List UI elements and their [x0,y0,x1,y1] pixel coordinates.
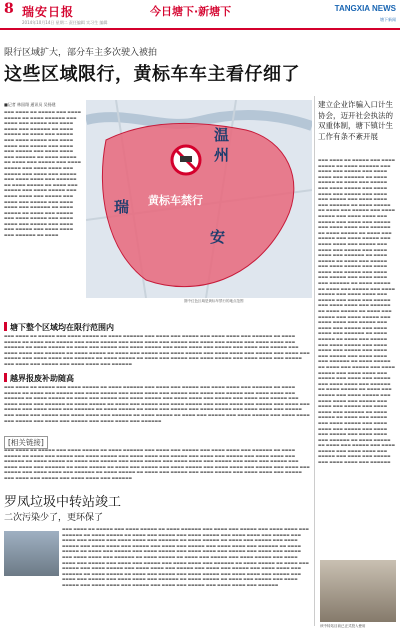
sidebar-body: ▬▬▬ ▬▬▬▬ ▬▬ ▬▬▬▬▬ ▬▬▬ ▬▬▬▬ ▬▬▬▬▬ ▬▬ ▬▬▬▬ ▬▬▬▬▬▬ ▬▬▬ ▬▬▬▬ ▬▬▬ ▬▬▬▬▬ ▬▬▬ ▬▬▬▬ ▬▬▬▬ ▬▬▬ ▬▬▬▬▬▬ ▬▬ ▬▬▬▬ ▬▬▬▬▬ ▬▬ ▬▬▬▬ ▬▬▬ ▬▬▬▬▬ ▬▬▬ ▬▬▬▬ ▬▬▬▬▬ ▬▬▬ ▬▬▬▬ ▬▬▬▬ ▬▬▬ ▬▬▬▬▬ ▬▬▬ ▬▬▬▬ ▬▬▬ ▬▬▬▬▬ ▬▬▬ ▬▬▬▬ ▬▬▬▬ ▬▬▬ ▬▬▬▬▬▬ ▬▬ ▬▬▬▬ ▬▬▬▬▬ ▬▬ ▬▬▬▬ ▬▬▬ ▬▬▬▬▬ ▬▬▬ ▬▬▬▬ ▬▬▬▬▬ ▬▬▬ ▬▬▬▬ ▬▬▬▬ ▬▬▬ ▬▬▬▬▬ ▬▬▬ ▬▬▬▬ ▬▬▬ ▬▬▬▬▬ ▬▬▬ ▬▬▬▬ ▬▬▬▬ ▬▬▬ ▬▬▬▬▬▬ ▬▬ ▬▬▬▬ ▬▬▬▬▬ ▬▬ ▬▬▬▬ ▬▬▬ ▬▬▬▬▬ ▬▬▬ ▬▬▬▬ ▬▬▬▬▬ ▬▬▬ ▬▬▬▬ ▬▬▬▬ ▬▬▬ ▬▬▬▬▬ ▬▬▬ ▬▬▬▬ ▬▬▬ ▬▬▬▬▬ ▬▬▬ ▬▬▬▬ ▬▬▬▬ ▬▬▬ ▬▬▬▬▬▬ ▬▬ ▬▬▬▬ ▬▬▬▬▬ ▬▬ ▬▬▬▬ ▬▬▬ ▬▬▬▬▬ ▬▬▬ ▬▬▬▬ ▬▬▬▬▬ ▬▬▬ ▬▬▬▬ ▬▬▬▬ ▬▬▬ ▬▬▬▬▬ ▬▬▬ ▬▬▬▬ ▬▬▬ ▬▬▬▬▬ ▬▬▬ ▬▬▬▬ ▬▬▬▬ ▬▬▬ ▬▬▬▬▬▬ ▬▬ ▬▬▬▬ ▬▬▬▬▬ ▬▬ ▬▬▬▬ ▬▬▬ ▬▬▬▬▬ ▬▬▬ ▬▬▬▬ ▬▬▬▬▬ ▬▬▬ ▬▬▬▬ ▬▬▬▬ ▬▬▬ ▬▬▬▬▬ ▬▬▬ ▬▬▬▬ ▬▬▬ ▬▬▬▬▬ ▬▬▬ ▬▬▬▬ ▬▬▬▬ ▬▬▬ ▬▬▬▬▬▬ ▬▬ ▬▬▬▬ ▬▬▬▬▬ ▬▬ ▬▬▬▬ ▬▬▬ ▬▬▬▬▬ ▬▬▬ ▬▬▬▬ ▬▬▬▬▬ ▬▬▬ ▬▬▬▬ ▬▬▬▬ ▬▬▬ ▬▬▬▬▬ ▬▬▬ ▬▬▬▬ ▬▬▬ ▬▬▬▬▬ ▬▬▬ ▬▬▬▬ ▬▬▬▬ ▬▬▬ ▬▬▬▬▬▬ ▬▬ ▬▬▬▬ ▬▬▬▬▬ ▬▬ ▬▬▬▬ ▬▬▬ ▬▬▬▬▬ ▬▬▬ ▬▬▬▬ ▬▬▬▬▬ ▬▬▬ ▬▬▬▬ ▬▬▬▬ ▬▬▬ ▬▬▬▬▬ ▬▬▬ ▬▬▬▬ ▬▬▬ ▬▬▬▬▬ ▬▬▬ ▬▬▬▬ ▬▬▬▬ ▬▬▬ ▬▬▬▬▬▬ ▬▬ ▬▬▬▬ ▬▬▬▬▬ ▬▬ ▬▬▬▬ ▬▬▬ ▬▬▬▬▬ ▬▬▬ ▬▬▬▬ ▬▬▬▬▬ ▬▬▬ ▬▬▬▬ ▬▬▬▬ ▬▬▬ ▬▬▬▬▬ ▬▬▬ ▬▬▬▬ ▬▬▬ ▬▬▬▬▬ ▬▬▬ ▬▬▬▬ ▬▬▬▬ ▬▬▬ ▬▬▬▬▬▬ ▬▬ ▬▬▬▬ ▬▬▬▬▬ ▬▬ ▬▬▬▬ ▬▬▬ ▬▬▬▬▬ ▬▬▬ ▬▬▬▬ ▬▬▬▬▬ ▬▬▬ ▬▬▬▬ ▬▬▬▬ ▬▬▬ ▬▬▬▬▬ ▬▬▬ ▬▬▬▬ ▬▬▬ ▬▬▬▬▬ ▬▬▬ ▬▬▬▬ ▬▬▬▬ ▬▬▬ ▬▬▬▬▬▬ ▬▬ ▬▬▬▬ ▬▬▬▬▬ ▬▬ ▬▬▬▬ ▬▬▬ ▬▬▬▬▬ ▬▬▬ ▬▬▬▬ ▬▬▬▬▬ ▬▬▬ ▬▬▬▬ ▬▬▬▬ ▬▬▬ ▬▬▬▬▬ ▬▬▬ ▬▬▬▬ ▬▬▬ ▬▬▬▬▬ ▬▬▬ ▬▬▬▬ ▬▬▬▬ ▬▬▬ ▬▬▬▬▬▬ ▬▬ ▬▬▬▬ ▬▬▬▬▬ ▬▬ ▬▬▬▬ ▬▬▬ ▬▬▬▬▬ ▬▬▬ ▬▬▬▬ ▬▬▬▬▬ ▬▬▬ ▬▬▬▬ ▬▬▬▬ ▬▬▬ ▬▬▬▬▬ ▬▬▬ ▬▬▬▬ ▬▬▬ ▬▬▬▬▬ ▬▬▬ ▬▬▬▬ ▬▬▬▬ ▬▬▬ ▬▬▬▬▬▬ [318,158,396,465]
article-body-lower: ▬▬▬ ▬▬▬▬ ▬▬ ▬▬▬▬▬ ▬▬▬ ▬▬▬▬ ▬▬▬▬▬ ▬▬ ▬▬▬▬ ▬▬▬▬▬▬ ▬▬▬ ▬▬▬▬ ▬▬▬ ▬▬▬▬▬ ▬▬▬ ▬▬▬▬ ▬▬▬▬ ▬▬▬ ▬▬▬▬▬▬ ▬▬ ▬▬▬▬ ▬▬▬▬▬ ▬▬ ▬▬▬▬ ▬▬▬ ▬▬▬▬▬ ▬▬▬ ▬▬▬▬ ▬▬▬▬▬ ▬▬▬ ▬▬▬▬ ▬▬▬▬ ▬▬▬ ▬▬▬▬▬ ▬▬▬ ▬▬▬▬ ▬▬▬ ▬▬▬▬▬ ▬▬▬ ▬▬▬▬ ▬▬▬▬ ▬▬▬ ▬▬▬▬▬▬ ▬▬ ▬▬▬▬ ▬▬▬▬▬ ▬▬ ▬▬▬▬ ▬▬▬ ▬▬▬▬▬ ▬▬▬ ▬▬▬▬ ▬▬▬▬▬ ▬▬▬ ▬▬▬▬ ▬▬▬▬ ▬▬▬ ▬▬▬▬▬ ▬▬▬ ▬▬▬▬ ▬▬▬ ▬▬▬▬▬ ▬▬▬ ▬▬▬▬ ▬▬▬▬ ▬▬▬ ▬▬▬▬▬▬ ▬▬ ▬▬▬▬ ▬▬▬▬▬ ▬▬ ▬▬▬▬ ▬▬▬ ▬▬▬▬▬ ▬▬▬ ▬▬▬▬ ▬▬▬▬▬ ▬▬▬ ▬▬▬▬ ▬▬▬▬ ▬▬▬ ▬▬▬▬▬ ▬▬▬ ▬▬▬▬ ▬▬▬ ▬▬▬▬▬ ▬▬▬ ▬▬▬▬ ▬▬▬▬ ▬▬▬ ▬▬▬▬▬▬ ▬▬ ▬▬▬▬ ▬▬▬▬▬ ▬▬ ▬▬▬▬ ▬▬▬ ▬▬▬▬▬ ▬▬▬ ▬▬▬▬ ▬▬▬▬▬ ▬▬▬ ▬▬▬▬ ▬▬▬▬ ▬▬▬ ▬▬▬▬▬ ▬▬▬ ▬▬▬▬ ▬▬▬ ▬▬▬▬▬ ▬▬▬ ▬▬▬▬ ▬▬▬▬ ▬▬▬ ▬▬▬▬▬▬ ▬▬ ▬▬▬▬ ▬▬▬▬▬ ▬▬ ▬▬▬▬ ▬▬▬ ▬▬▬▬▬ ▬▬▬ ▬▬▬▬ ▬▬▬▬▬ ▬▬▬ ▬▬▬▬ ▬▬▬▬ ▬▬▬ ▬▬▬▬▬ ▬▬▬ ▬▬▬▬ ▬▬▬ ▬▬▬▬▬ ▬▬▬ ▬▬▬▬ ▬▬▬▬ ▬▬▬ ▬▬▬▬▬▬ [4,385,310,423]
subhead-range: 塘下整个区域均在限行范围内 [10,323,114,332]
article-body-mid: ▬▬▬ ▬▬▬▬ ▬▬ ▬▬▬▬▬ ▬▬▬ ▬▬▬▬ ▬▬▬▬▬ ▬▬ ▬▬▬▬ ▬▬▬▬▬▬ ▬▬▬ ▬▬▬▬ ▬▬▬ ▬▬▬▬▬ ▬▬▬ ▬▬▬▬ ▬▬▬▬ ▬▬▬ ▬▬▬▬▬▬ ▬▬ ▬▬▬▬ ▬▬▬▬▬ ▬▬ ▬▬▬▬ ▬▬▬ ▬▬▬▬▬ ▬▬▬ ▬▬▬▬ ▬▬▬▬▬ ▬▬▬ ▬▬▬▬ ▬▬▬▬ ▬▬▬ ▬▬▬▬▬ ▬▬▬ ▬▬▬▬ ▬▬▬ ▬▬▬▬▬ ▬▬▬ ▬▬▬▬ ▬▬▬▬ ▬▬▬ ▬▬▬▬▬▬ ▬▬ ▬▬▬▬ ▬▬▬▬▬ ▬▬ ▬▬▬▬ ▬▬▬ ▬▬▬▬▬ ▬▬▬ ▬▬▬▬ ▬▬▬▬▬ ▬▬▬ ▬▬▬▬ ▬▬▬▬ ▬▬▬ ▬▬▬▬▬ ▬▬▬ ▬▬▬▬ ▬▬▬ ▬▬▬▬▬ ▬▬▬ ▬▬▬▬ ▬▬▬▬ ▬▬▬ ▬▬▬▬▬▬ ▬▬ ▬▬▬▬ ▬▬▬▬▬ ▬▬ ▬▬▬▬ ▬▬▬ ▬▬▬▬▬ ▬▬▬ ▬▬▬▬ ▬▬▬▬▬ ▬▬▬ ▬▬▬▬ ▬▬▬▬ ▬▬▬ ▬▬▬▬▬ ▬▬▬ ▬▬▬▬ ▬▬▬ ▬▬▬▬▬ ▬▬▬ ▬▬▬▬ ▬▬▬▬ ▬▬▬ ▬▬▬▬▬▬ ▬▬ ▬▬▬▬ ▬▬▬▬▬ ▬▬ ▬▬▬▬ ▬▬▬ ▬▬▬▬▬ ▬▬▬ ▬▬▬▬ ▬▬▬▬▬ ▬▬▬ ▬▬▬▬ ▬▬▬▬ ▬▬▬ ▬▬▬▬▬ ▬▬▬ ▬▬▬▬ ▬▬▬ ▬▬▬▬▬ ▬▬▬ ▬▬▬▬ ▬▬▬▬ ▬▬▬ ▬▬▬▬▬▬ [4,334,310,366]
kicker: 限行区域扩大，部分车主多次驶入被拍 [4,48,158,58]
brand-subtitle: 塘下新闻 [380,17,396,22]
related-link-tag: [相关链接] [4,436,48,449]
map-label-rui: 瑞 [114,198,130,216]
column-divider [314,96,315,626]
map-caption: 图中红色区域是黄标车禁行的地点范围 [184,299,244,303]
subhead-marker [4,322,7,331]
related-body: ▬▬▬ ▬▬▬▬ ▬▬ ▬▬▬▬▬ ▬▬▬ ▬▬▬▬ ▬▬▬▬▬ ▬▬ ▬▬▬▬ ▬▬▬▬▬▬ ▬▬▬ ▬▬▬▬ ▬▬▬ ▬▬▬▬▬ ▬▬▬ ▬▬▬▬ ▬▬▬▬ ▬▬▬ ▬▬▬▬▬▬ ▬▬ ▬▬▬▬ ▬▬▬▬▬ ▬▬ ▬▬▬▬ ▬▬▬ ▬▬▬▬▬ ▬▬▬ ▬▬▬▬ ▬▬▬▬▬ ▬▬▬ ▬▬▬▬ ▬▬▬▬ ▬▬▬ ▬▬▬▬▬ ▬▬▬ ▬▬▬▬ ▬▬▬ ▬▬▬▬▬ ▬▬▬ ▬▬▬▬ ▬▬▬▬ ▬▬▬ ▬▬▬▬▬▬ ▬▬ ▬▬▬▬ ▬▬▬▬▬ ▬▬ ▬▬▬▬ ▬▬▬ ▬▬▬▬▬ ▬▬▬ ▬▬▬▬ ▬▬▬▬▬ ▬▬▬ ▬▬▬▬ ▬▬▬▬ ▬▬▬ ▬▬▬▬▬ ▬▬▬ ▬▬▬▬ ▬▬▬ ▬▬▬▬▬ ▬▬▬ ▬▬▬▬ ▬▬▬▬ ▬▬▬ ▬▬▬▬▬▬ ▬▬ ▬▬▬▬ ▬▬▬▬▬ ▬▬ ▬▬▬▬ ▬▬▬ ▬▬▬▬▬ ▬▬▬ ▬▬▬▬ ▬▬▬▬▬ ▬▬▬ ▬▬▬▬ ▬▬▬▬ ▬▬▬ ▬▬▬▬▬ ▬▬▬ ▬▬▬▬ ▬▬▬ ▬▬▬▬▬ ▬▬▬ ▬▬▬▬ ▬▬▬▬ ▬▬▬ ▬▬▬▬▬▬ ▬▬ ▬▬▬▬ ▬▬▬▬▬ ▬▬ ▬▬▬▬ ▬▬▬ ▬▬▬▬▬ ▬▬▬ ▬▬▬▬ ▬▬▬▬▬ ▬▬▬ ▬▬▬▬ ▬▬▬▬ ▬▬▬ ▬▬▬▬▬ ▬▬▬ ▬▬▬▬ ▬▬▬ ▬▬▬▬▬ ▬▬▬ ▬▬▬▬ ▬▬▬▬ ▬▬▬ ▬▬▬▬▬▬ [4,448,310,480]
garbage-station-photo [4,531,59,576]
map-label-wen: 温 [214,126,230,144]
bottom-subhead: 二次污染少了，更环保了 [4,513,104,523]
sidebar-title: 建立企业诈骗入口计生协会，迈开社会执法的双重体制，塘下镇计生工作有条不紊开展 [318,100,393,141]
photo-caption: 该中转站目前已正式投入使用 [320,624,366,628]
map-label-an: 安 [210,228,226,246]
brand-name: TANGXIA NEWS [334,4,396,13]
subhead-fine: 越界报废补助随高 [10,374,74,383]
map-label-zhou: 州 [214,146,230,164]
main-headline: 这些区域限行，黄标车车主看仔细了 [4,64,300,85]
subhead-marker [4,373,7,382]
reporter-line: ■记者 林国翔 通讯员 吴扬建 [4,102,56,107]
article-body-col1: ▬▬▬ ▬▬▬▬ ▬▬ ▬▬▬▬▬ ▬▬▬ ▬▬▬▬ ▬▬▬▬▬ ▬▬ ▬▬▬▬ ▬▬▬▬▬▬ ▬▬▬ ▬▬▬▬ ▬▬▬ ▬▬▬▬▬ ▬▬▬ ▬▬▬▬ ▬▬▬▬ ▬▬▬ ▬▬▬▬▬▬ ▬▬ ▬▬▬▬ ▬▬▬▬▬ ▬▬ ▬▬▬▬ ▬▬▬ ▬▬▬▬▬ ▬▬▬ ▬▬▬▬ ▬▬▬▬▬ ▬▬▬ ▬▬▬▬ ▬▬▬▬ ▬▬▬ ▬▬▬▬▬ ▬▬▬ ▬▬▬▬ ▬▬▬ ▬▬▬▬▬ ▬▬▬ ▬▬▬▬ ▬▬▬▬ ▬▬▬ ▬▬▬▬▬▬ ▬▬ ▬▬▬▬ ▬▬▬▬▬ ▬▬ ▬▬▬▬ ▬▬▬ ▬▬▬▬▬ ▬▬▬ ▬▬▬▬ ▬▬▬▬▬ ▬▬▬ ▬▬▬▬ ▬▬▬▬ ▬▬▬ ▬▬▬▬▬ ▬▬▬ ▬▬▬▬ ▬▬▬ ▬▬▬▬▬ ▬▬▬ ▬▬▬▬ ▬▬▬▬ ▬▬▬ ▬▬▬▬▬▬ ▬▬ ▬▬▬▬ ▬▬▬▬▬ ▬▬ ▬▬▬▬ ▬▬▬ ▬▬▬▬▬ ▬▬▬ ▬▬▬▬ ▬▬▬▬▬ ▬▬▬ ▬▬▬▬ ▬▬▬▬ ▬▬▬ ▬▬▬▬▬ ▬▬▬ ▬▬▬▬ ▬▬▬ ▬▬▬▬▬ ▬▬▬ ▬▬▬▬ ▬▬▬▬ ▬▬▬ ▬▬▬▬▬▬ ▬▬ ▬▬▬▬ ▬▬▬▬▬ ▬▬ ▬▬▬▬ ▬▬▬ ▬▬▬▬▬ ▬▬▬ ▬▬▬▬ ▬▬▬▬▬ ▬▬▬ ▬▬▬▬ ▬▬▬▬ ▬▬▬ ▬▬▬▬▬ ▬▬▬ ▬▬▬▬ ▬▬▬ ▬▬▬▬▬ ▬▬▬ ▬▬▬▬ ▬▬▬▬ ▬▬▬ ▬▬▬▬▬▬ ▬▬ ▬▬▬▬ [4,110,82,238]
paper-name: 瑞安日报 [22,5,75,19]
bottom-article-body: ▬▬▬ ▬▬▬▬ ▬▬ ▬▬▬▬▬ ▬▬▬ ▬▬▬▬ ▬▬▬▬▬ ▬▬ ▬▬▬▬ ▬▬▬▬▬▬ ▬▬▬ ▬▬▬▬ ▬▬▬ ▬▬▬▬▬ ▬▬▬ ▬▬▬▬ ▬▬▬▬ ▬▬▬ ▬▬▬▬▬▬ ▬▬ ▬▬▬▬ ▬▬▬▬▬ ▬▬ ▬▬▬▬ ▬▬▬ ▬▬▬▬▬ ▬▬▬ ▬▬▬▬ ▬▬▬▬▬ ▬▬▬ ▬▬▬▬ ▬▬▬▬ ▬▬▬ ▬▬▬▬▬ ▬▬▬ ▬▬▬▬ ▬▬▬ ▬▬▬▬▬ ▬▬▬ ▬▬▬▬ ▬▬▬▬ ▬▬▬ ▬▬▬▬▬▬ ▬▬ ▬▬▬▬ ▬▬▬▬▬ ▬▬ ▬▬▬▬ ▬▬▬ ▬▬▬▬▬ ▬▬▬ ▬▬▬▬ ▬▬▬▬▬ ▬▬▬ ▬▬▬▬ ▬▬▬▬ ▬▬▬ ▬▬▬▬▬ ▬▬▬ ▬▬▬▬ ▬▬▬ ▬▬▬▬▬ ▬▬▬ ▬▬▬▬ ▬▬▬▬ ▬▬▬ ▬▬▬▬▬▬ ▬▬ ▬▬▬▬ ▬▬▬▬▬ ▬▬ ▬▬▬▬ ▬▬▬ ▬▬▬▬▬ ▬▬▬ ▬▬▬▬ ▬▬▬▬▬ ▬▬▬ ▬▬▬▬ ▬▬▬▬ ▬▬▬ ▬▬▬▬▬ ▬▬▬ ▬▬▬▬ ▬▬▬ ▬▬▬▬▬ ▬▬▬ ▬▬▬▬ ▬▬▬▬ ▬▬▬ ▬▬▬▬▬▬ ▬▬ ▬▬▬▬ ▬▬▬▬▬ ▬▬ ▬▬▬▬ ▬▬▬ ▬▬▬▬▬ ▬▬▬ ▬▬▬▬ ▬▬▬▬▬ ▬▬▬ ▬▬▬▬ ▬▬▬▬ ▬▬▬ ▬▬▬▬▬ ▬▬▬ ▬▬▬▬ ▬▬▬ ▬▬▬▬▬ ▬▬▬ ▬▬▬▬ ▬▬▬▬ ▬▬▬ ▬▬▬▬▬▬ ▬▬ ▬▬▬▬ ▬▬▬▬▬ ▬▬ ▬▬▬▬ ▬▬▬ ▬▬▬▬▬ ▬▬▬ ▬▬▬▬ ▬▬▬▬▬ ▬▬▬ ▬▬▬▬ ▬▬▬▬ ▬▬▬ ▬▬▬▬▬ ▬▬▬ ▬▬▬▬ ▬▬▬ ▬▬▬▬▬ ▬▬▬ ▬▬▬▬ ▬▬▬▬ ▬▬▬ ▬▬▬▬▬▬ ▬▬ ▬▬▬▬ ▬▬▬▬▬ ▬▬ ▬▬▬▬ ▬▬▬ ▬▬▬▬▬ ▬▬▬ ▬▬▬▬ ▬▬▬▬▬ ▬▬▬ ▬▬▬▬ ▬▬▬▬ ▬▬▬ ▬▬▬▬▬ ▬▬▬ ▬▬▬▬ ▬▬▬ ▬▬▬▬▬ ▬▬▬ ▬▬▬▬ ▬▬▬▬ ▬▬▬ ▬▬▬▬▬▬ ▬▬ ▬▬▬▬ ▬▬▬▬▬ ▬▬ ▬▬▬▬ ▬▬▬ ▬▬▬▬▬ ▬▬▬ ▬▬▬▬ ▬▬▬▬▬ ▬▬▬ ▬▬▬▬ ▬▬▬▬ ▬▬▬ ▬▬▬▬▬ ▬▬▬ ▬▬▬▬ ▬▬▬ ▬▬▬▬▬ ▬▬▬ ▬▬▬▬ ▬▬▬▬ ▬▬▬ ▬▬▬▬▬▬ [62,527,309,587]
map-sign-text: 黄标车禁行 [148,194,203,207]
page-header [0,0,400,30]
bottom-headline: 罗凤垃圾中转站竣工 [4,495,122,510]
restriction-map [86,100,312,298]
date-line: 2014年10月14日 星期二 责任编辑 实习生 编辑 [22,20,108,25]
page-number: 8 [4,1,14,17]
station-photo [320,560,396,622]
section-title: 今日塘下·新塘下 [150,5,232,18]
